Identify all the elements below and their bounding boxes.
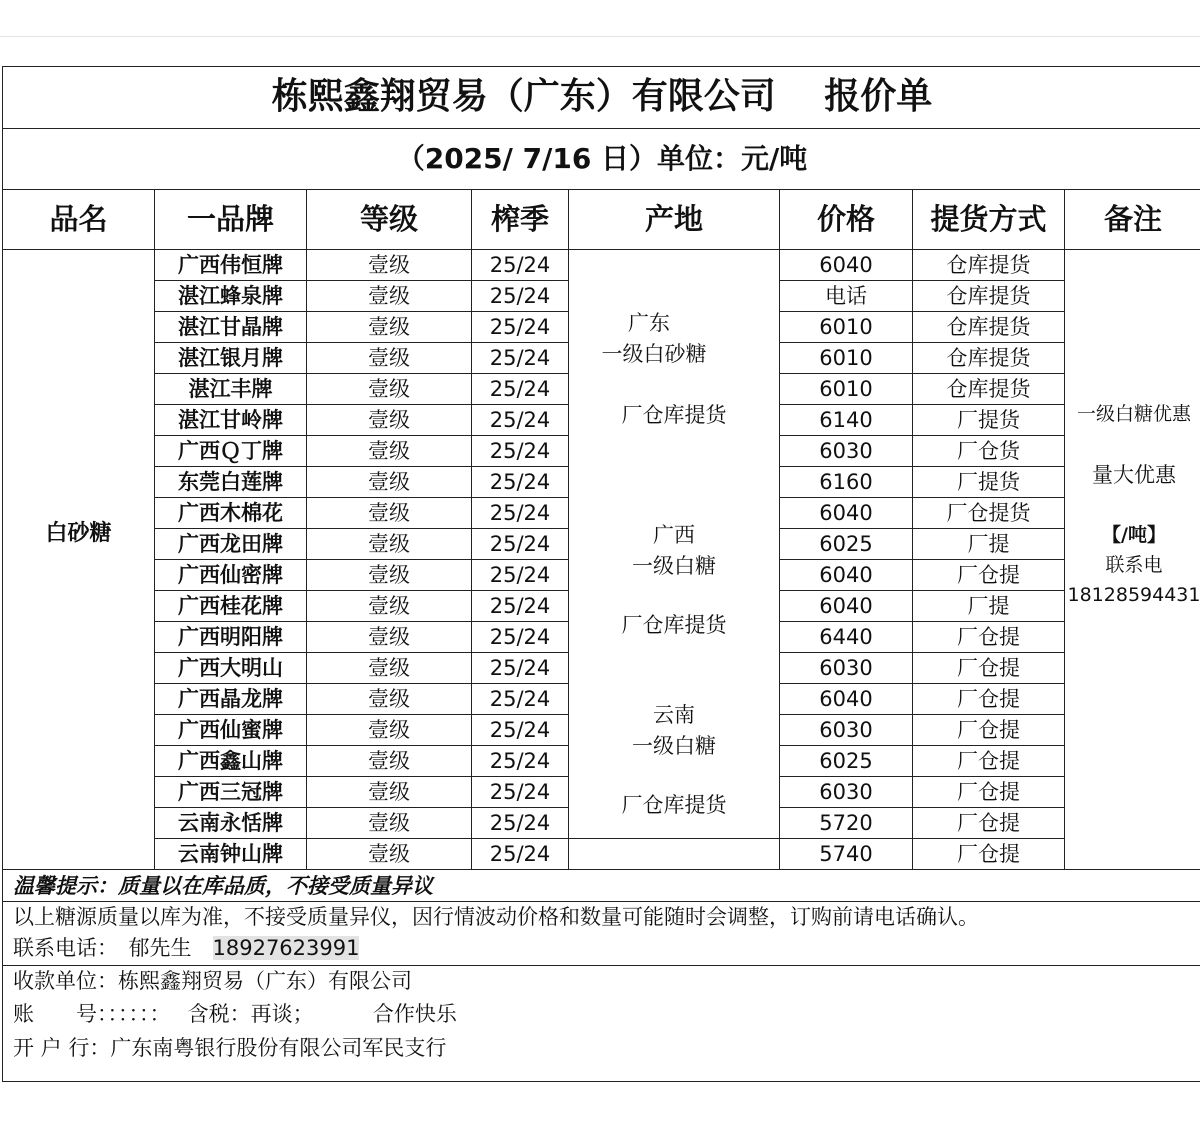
grade-cell: 壹级	[368, 346, 410, 370]
season-cell: 25/24	[489, 253, 551, 277]
header-remarks: 备注	[1103, 202, 1162, 236]
pickup-cell: 厂仓提	[957, 625, 1020, 649]
row-divider	[155, 776, 306, 777]
row-divider	[472, 683, 568, 684]
brand-cell: 广西Ｑ丁牌	[178, 439, 283, 463]
row-divider	[780, 559, 912, 560]
header-pickup: 提货方式	[930, 202, 1047, 236]
row-divider	[913, 745, 1064, 746]
row-divider	[913, 683, 1064, 684]
row-divider	[780, 373, 912, 374]
grade-cell: 壹级	[368, 749, 410, 773]
price-cell: 6140	[819, 408, 873, 432]
bank-line: 开 户 行：广东南粤银行股份有限公司军民支行	[13, 1036, 447, 1060]
price-cell: 6010	[819, 377, 873, 401]
season-cell: 25/24	[489, 408, 551, 432]
row-divider	[913, 807, 1064, 808]
row-divider	[307, 807, 471, 808]
row-divider	[780, 807, 912, 808]
row-divider	[780, 435, 912, 436]
row-divider	[472, 311, 568, 312]
brand-cell: 云南钟山牌	[178, 842, 283, 866]
brand-cell: 广西龙田牌	[178, 532, 283, 556]
row-divider	[307, 838, 471, 839]
price-cell: 6160	[819, 470, 873, 494]
price-cell: 6040	[819, 687, 873, 711]
header-price: 价格	[816, 202, 875, 236]
row-divider	[472, 435, 568, 436]
row-divider	[307, 559, 471, 560]
row-divider	[913, 280, 1064, 281]
row-divider	[155, 590, 306, 591]
row-divider	[472, 621, 568, 622]
row-divider	[155, 435, 306, 436]
page-title: 栋熙鑫翔贸易（广东）有限公司 报价单	[3, 67, 1200, 129]
row-divider	[472, 404, 568, 405]
row-divider	[780, 838, 912, 839]
row-divider	[155, 683, 306, 684]
row-divider	[307, 621, 471, 622]
season-cell: 25/24	[489, 687, 551, 711]
origin-region: 广东	[628, 311, 670, 335]
brand-cell: 广西鑫山牌	[178, 749, 283, 773]
row-divider	[307, 435, 471, 436]
row-divider	[472, 497, 568, 498]
row-divider	[307, 497, 471, 498]
row-divider	[780, 590, 912, 591]
pickup-cell: 厂仓提	[957, 749, 1020, 773]
row-divider	[155, 280, 306, 281]
row-divider	[307, 404, 471, 405]
row-divider	[307, 683, 471, 684]
product-name: 白砂糖	[45, 521, 112, 546]
brand-cell: 广西明阳牌	[178, 625, 283, 649]
row-divider	[780, 776, 912, 777]
pickup-cell: 仓库提货	[946, 253, 1031, 277]
notice-text: 以上糖源质量以库为准，不接受质量异仪，因行情波动价格和数量可能随时会调整，订购前请电话确认。	[13, 905, 979, 929]
row-divider	[155, 745, 306, 746]
row-divider	[472, 373, 568, 374]
row-divider	[913, 373, 1064, 374]
row-divider	[155, 404, 306, 405]
row-divider	[913, 590, 1064, 591]
date-unit-subtitle: （2025/ 7/16 日）单位：元/吨	[3, 129, 1200, 190]
grade-cell: 壹级	[368, 780, 410, 804]
row-divider	[472, 280, 568, 281]
row-divider	[307, 776, 471, 777]
pickup-cell: 厂仓货	[957, 439, 1020, 463]
row-divider	[780, 342, 912, 343]
row-divider	[307, 528, 471, 529]
season-cell: 25/24	[489, 315, 551, 339]
grade-cell: 壹级	[368, 284, 410, 308]
row-divider	[913, 621, 1064, 622]
row-divider	[307, 590, 471, 591]
row-divider	[155, 621, 306, 622]
origin-product: 一级白糖	[632, 734, 716, 758]
row-divider	[780, 404, 912, 405]
row-divider	[913, 838, 1064, 839]
origin-divider	[569, 838, 779, 839]
row-divider	[307, 745, 471, 746]
pickup-cell: 厂提	[967, 594, 1010, 618]
pickup-cell: 厂仓提	[957, 656, 1020, 680]
origin-region: 广西	[653, 523, 695, 547]
brand-cell: 湛江甘岭牌	[178, 408, 283, 432]
row-divider	[155, 559, 306, 560]
grade-cell: 壹级	[368, 377, 410, 401]
row-divider	[780, 745, 912, 746]
row-divider	[155, 807, 306, 808]
row-divider	[472, 559, 568, 560]
remark-line: 联系电	[1105, 554, 1163, 576]
row-divider	[780, 466, 912, 467]
row-divider	[307, 280, 471, 281]
pickup-cell: 厂提货	[957, 470, 1020, 494]
grade-cell: 壹级	[368, 718, 410, 742]
price-cell: 5720	[819, 811, 873, 835]
origin-pickup: 厂仓库提货	[621, 613, 727, 637]
payment-divider	[3, 965, 1200, 966]
price-cell: 6040	[819, 594, 873, 618]
row-divider	[913, 652, 1064, 653]
pickup-cell: 厂提	[967, 532, 1010, 556]
origin-pickup: 厂仓库提货	[621, 403, 727, 427]
season-cell: 25/24	[489, 284, 551, 308]
brand-cell: 广西仙密牌	[178, 563, 283, 587]
quotation-sheet	[2, 66, 1200, 1082]
brand-cell: 广西桂花牌	[178, 594, 283, 618]
brand-cell: 湛江甘晶牌	[178, 315, 283, 339]
season-cell: 25/24	[489, 842, 551, 866]
table-bottom-divider	[3, 869, 1200, 870]
brand-cell: 广西三冠牌	[178, 780, 283, 804]
row-divider	[472, 342, 568, 343]
row-divider	[780, 497, 912, 498]
row-divider	[307, 373, 471, 374]
header-origin: 产地	[644, 202, 703, 236]
price-cell: 6025	[819, 532, 873, 556]
price-cell: 6440	[819, 625, 873, 649]
pickup-cell: 厂提货	[957, 408, 1020, 432]
brand-cell: 广西仙蜜牌	[178, 718, 283, 742]
row-divider	[307, 652, 471, 653]
row-divider	[913, 342, 1064, 343]
season-cell: 25/24	[489, 470, 551, 494]
account-line: 账 号：：：：：： 含税：再谈； 合作快乐	[13, 1002, 457, 1026]
row-divider	[155, 311, 306, 312]
row-divider	[472, 745, 568, 746]
row-divider	[780, 621, 912, 622]
brand-cell: 湛江银月牌	[178, 346, 283, 370]
row-divider	[780, 311, 912, 312]
header-brand: 一品牌	[186, 202, 274, 236]
grade-cell: 壹级	[368, 687, 410, 711]
brand-cell: 东莞白莲牌	[178, 470, 283, 494]
row-divider	[913, 466, 1064, 467]
season-cell: 25/24	[489, 656, 551, 680]
pickup-cell: 厂仓提	[957, 687, 1020, 711]
pickup-cell: 厂仓提货	[946, 501, 1031, 525]
price-cell: 6040	[819, 501, 873, 525]
row-divider	[307, 311, 471, 312]
row-divider	[913, 311, 1064, 312]
row-divider	[913, 435, 1064, 436]
season-cell: 25/24	[489, 501, 551, 525]
row-divider	[472, 652, 568, 653]
brand-cell: 广西木棉花	[178, 501, 283, 525]
origin-region: 云南	[653, 703, 695, 727]
price-cell: 5740	[819, 842, 873, 866]
row-divider	[472, 807, 568, 808]
pickup-cell: 厂仓提	[957, 718, 1020, 742]
brand-cell: 云南永恬牌	[178, 811, 283, 835]
row-divider	[913, 528, 1064, 529]
origin-product: 一级白糖	[632, 554, 716, 578]
tip-divider	[3, 901, 1200, 902]
price-cell: 6025	[819, 749, 873, 773]
row-divider	[780, 683, 912, 684]
row-divider	[155, 838, 306, 839]
price-cell: 6010	[819, 315, 873, 339]
pickup-cell: 仓库提货	[946, 284, 1031, 308]
grade-cell: 壹级	[368, 439, 410, 463]
row-divider	[155, 342, 306, 343]
table-header	[3, 190, 1200, 250]
grade-cell: 壹级	[368, 315, 410, 339]
price-cell: 6030	[819, 718, 873, 742]
row-divider	[472, 466, 568, 467]
season-cell: 25/24	[489, 718, 551, 742]
row-divider	[307, 342, 471, 343]
season-cell: 25/24	[489, 749, 551, 773]
grade-cell: 壹级	[368, 253, 410, 277]
row-divider	[913, 776, 1064, 777]
season-cell: 25/24	[489, 439, 551, 463]
row-divider	[155, 497, 306, 498]
contact-phone: 18927623991	[212, 936, 360, 960]
row-divider	[472, 838, 568, 839]
season-cell: 25/24	[489, 563, 551, 587]
contact-label: 联系电话： 郁先生	[13, 936, 213, 960]
row-divider	[472, 776, 568, 777]
row-divider	[155, 466, 306, 467]
price-cell: 6030	[819, 439, 873, 463]
origin-product: 一级白砂糖	[601, 342, 707, 366]
row-divider	[913, 559, 1064, 560]
row-divider	[780, 528, 912, 529]
season-cell: 25/24	[489, 811, 551, 835]
pickup-cell: 仓库提货	[946, 315, 1031, 339]
pickup-cell: 仓库提货	[946, 346, 1031, 370]
season-cell: 25/24	[489, 532, 551, 556]
grade-cell: 壹级	[368, 470, 410, 494]
row-divider	[913, 714, 1064, 715]
pickup-cell: 厂仓提	[957, 780, 1020, 804]
season-cell: 25/24	[489, 780, 551, 804]
price-cell: 电话	[825, 284, 867, 308]
remark-line: 【/吨】	[1102, 524, 1166, 546]
row-divider	[155, 652, 306, 653]
season-cell: 25/24	[489, 625, 551, 649]
grade-cell: 壹级	[368, 842, 410, 866]
warm-tip: 温馨提示：质量以在库品质，不接受质量异议	[13, 874, 433, 898]
row-divider	[472, 590, 568, 591]
top-divider	[0, 36, 1200, 37]
remark-line: 量大优惠	[1092, 463, 1176, 487]
grade-cell: 壹级	[368, 811, 410, 835]
grade-cell: 壹级	[368, 625, 410, 649]
season-cell: 25/24	[489, 377, 551, 401]
price-cell: 6010	[819, 346, 873, 370]
row-divider	[780, 280, 912, 281]
grade-cell: 壹级	[368, 532, 410, 556]
grade-cell: 壹级	[368, 656, 410, 680]
season-cell: 25/24	[489, 346, 551, 370]
row-divider	[307, 714, 471, 715]
brand-cell: 广西晶龙牌	[178, 687, 283, 711]
row-divider	[155, 373, 306, 374]
payee-line: 收款单位：栋熙鑫翔贸易（广东）有限公司	[13, 969, 412, 993]
row-divider	[472, 528, 568, 529]
pickup-cell: 厂仓提	[957, 563, 1020, 587]
contact-line	[13, 934, 359, 962]
header-grade: 等级	[359, 202, 418, 236]
row-divider	[155, 714, 306, 715]
price-cell: 6030	[819, 780, 873, 804]
brand-cell: 广西大明山	[178, 656, 283, 680]
season-cell: 25/24	[489, 594, 551, 618]
row-divider	[472, 714, 568, 715]
brand-cell: 湛江丰牌	[188, 377, 273, 401]
header-season: 榨季	[490, 202, 549, 236]
grade-cell: 壹级	[368, 563, 410, 587]
price-cell: 6040	[819, 563, 873, 587]
price-cell: 6040	[819, 253, 873, 277]
row-divider	[307, 466, 471, 467]
row-divider	[780, 652, 912, 653]
grade-cell: 壹级	[368, 501, 410, 525]
pickup-cell: 厂仓提	[957, 811, 1020, 835]
remark-line: 18128594431	[1067, 584, 1200, 606]
pickup-cell: 仓库提货	[946, 377, 1031, 401]
brand-cell: 广西伟恒牌	[178, 253, 283, 277]
brand-cell: 湛江蜂泉牌	[178, 284, 283, 308]
pickup-cell: 厂仓提	[957, 842, 1020, 866]
origin-pickup: 厂仓库提货	[621, 793, 727, 817]
grade-cell: 壹级	[368, 408, 410, 432]
row-divider	[780, 714, 912, 715]
row-divider	[155, 528, 306, 529]
header-product: 品名	[49, 202, 108, 236]
row-divider	[913, 497, 1064, 498]
price-cell: 6030	[819, 656, 873, 680]
grade-cell: 壹级	[368, 594, 410, 618]
remark-line: 一级白糖优惠	[1076, 403, 1191, 425]
row-divider	[913, 404, 1064, 405]
